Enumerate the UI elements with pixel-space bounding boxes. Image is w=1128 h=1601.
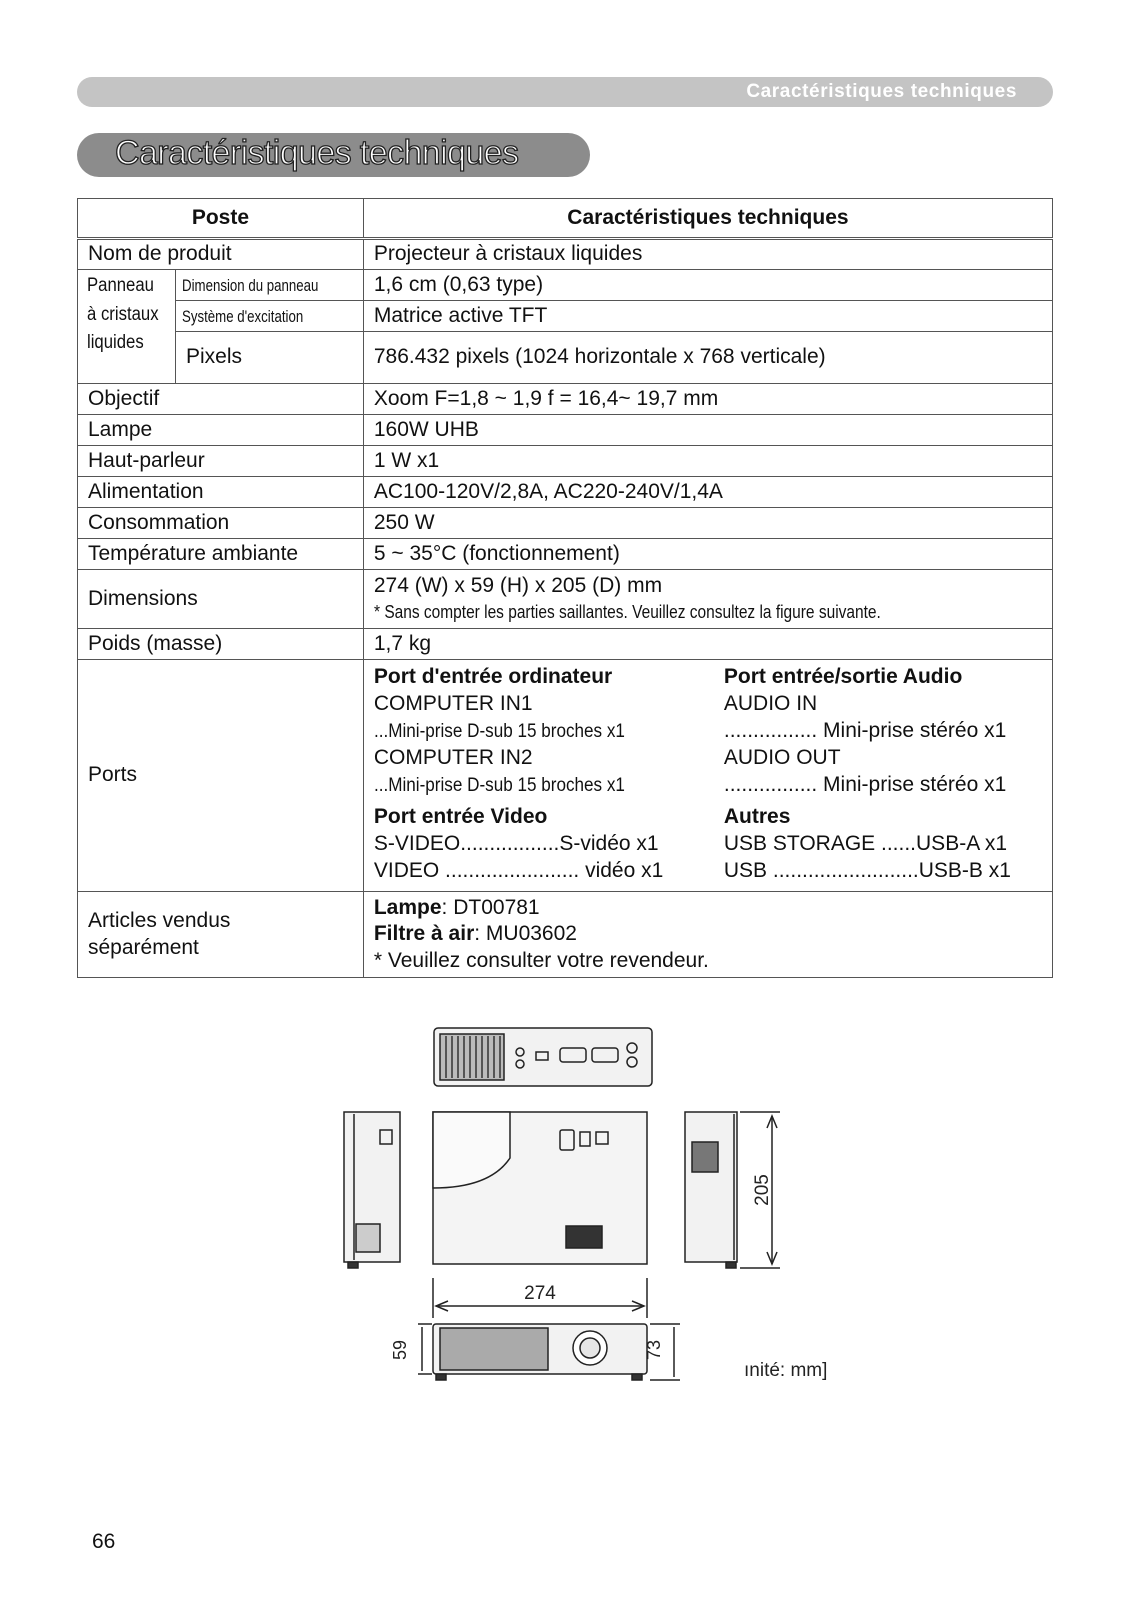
- table-row: [78, 415, 1053, 446]
- audio-in: AUDIO IN: [723, 691, 818, 715]
- row-label: Alimentation: [78, 477, 364, 508]
- lamp-value: : DT00781: [441, 896, 540, 920]
- audio-out: AUDIO OUT: [723, 745, 841, 769]
- row-label: Température ambiante: [78, 539, 364, 570]
- col-header-spec: Caractéristiques techniques: [363, 199, 1052, 239]
- unit-label: ınité: mm]: [744, 1360, 828, 1381]
- page-title: Caractéristiques techniques: [115, 134, 519, 172]
- table-header-row: [78, 199, 1053, 239]
- computer-in1-detail: ...Mini-prise D-sub 15 broches x1: [373, 720, 625, 742]
- table-row: [78, 332, 1053, 384]
- ports-grid: [374, 664, 1042, 885]
- lcd-sub-label: Dimension du panneau: [182, 275, 319, 295]
- row-label: Dimensions: [78, 570, 364, 629]
- height-dimension-label: 59: [390, 1339, 410, 1361]
- row-label: Lampe: [78, 415, 364, 446]
- depth-dimension-label: 205: [752, 1174, 773, 1206]
- row-value-cell: [363, 570, 1052, 629]
- usb-port: USB .........................USB-B x1: [723, 859, 1011, 883]
- row-label: Haut-parleur: [78, 446, 364, 477]
- computer-in2-detail: ...Mini-prise D-sub 15 broches x1: [373, 774, 625, 796]
- video-port-title: Port entrée Video: [373, 805, 548, 829]
- row-value: 1 W x1: [363, 446, 1052, 477]
- usb-storage-port: USB STORAGE ......USB-A x1: [723, 832, 1008, 856]
- video-port: VIDEO ....................... vidéo x1: [373, 859, 664, 883]
- row-value: 1,7 kg: [363, 629, 1052, 660]
- audio-in-detail: ................ Mini-prise stéréo x1: [723, 718, 1007, 742]
- lamp-label: Lampe: [373, 896, 442, 920]
- table-row: [78, 629, 1053, 660]
- row-label: Ports: [78, 660, 364, 892]
- filter-value: : MU03602: [474, 922, 577, 946]
- table-row: [78, 508, 1053, 539]
- col-header-item: Poste: [78, 199, 364, 239]
- filter-label: Filtre à air: [373, 922, 475, 946]
- row-value: Projecteur à cristaux liquides: [363, 239, 1052, 270]
- lcd-sub-label: Système d'excitation: [182, 306, 304, 326]
- row-value: 786.432 pixels (1024 horizontale x 768 verticale): [363, 332, 1052, 384]
- row-value: Matrice active TFT: [363, 301, 1052, 332]
- page-number: 66: [92, 1530, 116, 1553]
- front-view: [418, 1324, 680, 1380]
- ports-cell: [363, 660, 1052, 892]
- lcd-sub-label: Pixels: [176, 332, 364, 384]
- row-label: Nom de produit: [78, 239, 364, 270]
- dealer-note: * Veuillez consulter votre revendeur.: [373, 948, 709, 972]
- computer-in1: COMPUTER IN1: [373, 691, 533, 715]
- svideo-port: S-VIDEO.................S-vidéo x1: [373, 832, 659, 856]
- projector-dimension-diagram: [340, 1018, 860, 1418]
- row-label: [78, 892, 364, 978]
- row-label: Objectif: [78, 384, 364, 415]
- computer-port-title: Port d'entrée ordinateur: [373, 665, 613, 688]
- row-label: Consommation: [78, 508, 364, 539]
- audio-out-detail: ................ Mini-prise stéréo x1: [723, 772, 1007, 796]
- table-row: [78, 301, 1053, 332]
- lcd-sub-cell: [176, 270, 364, 301]
- lcd-label: Panneau à cristaux liquides: [87, 275, 159, 353]
- page-title-pill: [77, 133, 590, 177]
- table-row: [78, 239, 1053, 270]
- left-side-view: [344, 1112, 400, 1268]
- table-row: [78, 446, 1053, 477]
- row-value: AC100-120V/2,8A, AC220-240V/1,4A: [363, 477, 1052, 508]
- audio-port-title: Port entrée/sortie Audio: [723, 665, 963, 688]
- lcd-sub-cell: [176, 301, 364, 332]
- header-section-title: Caractéristiques techniques: [746, 81, 1017, 102]
- header-bar: [77, 77, 1053, 107]
- table-row: [78, 539, 1053, 570]
- spec-table: [77, 198, 1053, 978]
- row-value: 250 W: [363, 508, 1052, 539]
- dimensions-note: * Sans compter les parties saillantes. Veuillez consultez la figure suivante.: [373, 602, 881, 622]
- lcd-label-cell: [78, 270, 176, 384]
- computer-in2: COMPUTER IN2: [373, 745, 533, 769]
- top-view: [433, 1112, 647, 1264]
- table-row: [78, 892, 1053, 978]
- accessories-label: Articles vendus séparément: [88, 909, 231, 959]
- table-row: [78, 477, 1053, 508]
- rear-view: [434, 1028, 652, 1086]
- row-value: Xoom F=1,8 ~ 1,9 f = 16,4~ 19,7 mm: [363, 384, 1052, 415]
- row-value: 1,6 cm (0,63 type): [363, 270, 1052, 301]
- table-row: [78, 660, 1053, 892]
- row-value: 160W UHB: [363, 415, 1052, 446]
- row-label: Poids (masse): [78, 629, 364, 660]
- row-value: 5 ~ 35°C (fonctionnement): [363, 539, 1052, 570]
- height2-dimension-label: 73: [644, 1339, 664, 1361]
- table-row: [78, 384, 1053, 415]
- other-port-title: Autres: [723, 805, 791, 829]
- table-row: [78, 570, 1053, 629]
- dimensions-value: 274 (W) x 59 (H) x 205 (D) mm: [373, 573, 663, 597]
- table-row: [78, 270, 1053, 301]
- width-dimension-label: 274: [524, 1283, 556, 1304]
- accessories-cell: [363, 892, 1052, 978]
